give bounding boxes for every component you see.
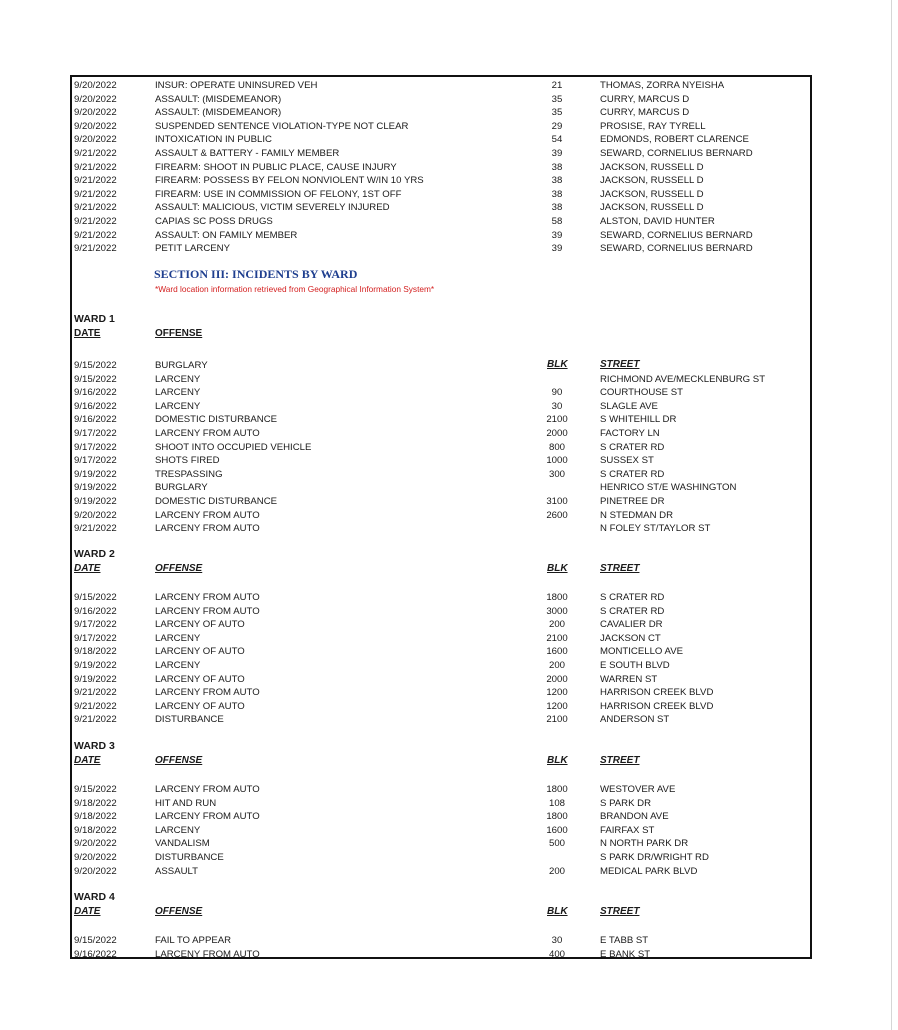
incident-date: 9/17/2022 bbox=[74, 619, 117, 631]
incident-street: N NORTH PARK DR bbox=[600, 838, 689, 850]
arrest-name: THOMAS, ZORRA NYEISHA bbox=[600, 80, 725, 91]
incident-street: WARREN ST bbox=[600, 673, 658, 685]
incident-offense: LARCENY FROM AUTO bbox=[155, 687, 260, 699]
incident-offense: LARCENY OF AUTO bbox=[155, 700, 245, 712]
incident-date: 9/21/2022 bbox=[74, 700, 117, 712]
arrest-name: EDMONDS, ROBERT CLARENCE bbox=[600, 134, 749, 146]
arrest-name: SEWARD, CORNELIUS BERNARD bbox=[600, 243, 753, 255]
report-table bbox=[70, 75, 812, 959]
incident-offense: ASSAULT bbox=[155, 865, 199, 877]
incident-street: FAIRFAX ST bbox=[600, 824, 655, 836]
column-header-blk: BLK bbox=[547, 359, 568, 370]
incident-offense: LARCENY OF AUTO bbox=[155, 646, 245, 658]
arrest-offense: ASSAULT: (MISDEMEANOR) bbox=[155, 107, 282, 119]
arrest-age: 38 bbox=[551, 202, 563, 214]
incident-street: S CRATER RD bbox=[600, 592, 665, 603]
ward-heading: WARD 2 bbox=[74, 548, 115, 560]
incident-offense: LARCENY bbox=[155, 632, 201, 644]
incident-block: 1600 bbox=[546, 646, 568, 658]
arrest-date: 9/20/2022 bbox=[74, 107, 117, 119]
incident-street: FACTORY LN bbox=[600, 428, 660, 439]
incident-row bbox=[72, 359, 810, 372]
incident-offense: DOMESTIC DISTURBANCE bbox=[155, 496, 278, 507]
incident-row bbox=[72, 797, 810, 810]
incident-offense: LARCENY OF AUTO bbox=[155, 619, 245, 631]
incident-block: 400 bbox=[548, 948, 565, 960]
arrest-name: SEWARD, CORNELIUS BERNARD bbox=[600, 229, 753, 241]
arrest-age: 35 bbox=[551, 107, 563, 119]
incident-row bbox=[72, 810, 810, 823]
arrest-age: 38 bbox=[551, 175, 563, 187]
incident-street: N FOLEY ST/TAYLOR ST bbox=[600, 523, 711, 535]
incident-offense: SHOTS FIRED bbox=[155, 455, 220, 467]
arrest-age: 21 bbox=[551, 80, 563, 91]
incident-block: 1000 bbox=[546, 455, 568, 467]
arrest-date: 9/20/2022 bbox=[74, 120, 117, 132]
incident-date: 9/15/2022 bbox=[74, 360, 117, 371]
incident-date: 9/18/2022 bbox=[74, 824, 117, 836]
incident-offense: LARCENY bbox=[155, 373, 201, 385]
incident-row bbox=[72, 837, 810, 850]
incident-street: S PARK DR bbox=[600, 797, 651, 809]
arrest-row bbox=[72, 229, 810, 242]
incident-street: MEDICAL PARK BLVD bbox=[600, 865, 698, 877]
incident-offense: HIT AND RUN bbox=[155, 797, 217, 809]
incident-row bbox=[72, 824, 810, 837]
arrest-date: 9/20/2022 bbox=[74, 93, 117, 105]
incident-block: 200 bbox=[548, 619, 565, 631]
incident-offense: LARCENY OF AUTO bbox=[155, 673, 245, 685]
arrest-row bbox=[72, 215, 810, 228]
incident-street: S CRATER RD bbox=[600, 605, 665, 617]
ward-heading: WARD 4 bbox=[74, 891, 115, 903]
incident-block: 1200 bbox=[546, 700, 568, 712]
incident-block: 30 bbox=[551, 400, 563, 412]
incident-row bbox=[72, 632, 810, 645]
incident-street: SLAGLE AVE bbox=[600, 400, 658, 412]
incident-date: 9/18/2022 bbox=[74, 811, 117, 823]
arrest-offense: ASSAULT: MALICIOUS, VICTIM SEVERELY INJURED bbox=[155, 202, 390, 214]
arrest-date: 9/21/2022 bbox=[74, 243, 117, 255]
arrest-name: JACKSON, RUSSELL D bbox=[600, 161, 704, 173]
incident-date: 9/16/2022 bbox=[74, 414, 117, 426]
incident-row bbox=[72, 495, 810, 508]
incident-date: 9/21/2022 bbox=[74, 523, 117, 535]
arrest-date: 9/21/2022 bbox=[74, 188, 117, 200]
incident-offense: LARCENY bbox=[155, 824, 201, 836]
column-header-date: DATE bbox=[74, 755, 101, 766]
arrest-age: 39 bbox=[551, 229, 563, 241]
incident-date: 9/19/2022 bbox=[74, 673, 117, 685]
section-note: *Ward location information retrieved from Geographical Information System* bbox=[155, 284, 435, 294]
incident-row bbox=[72, 413, 810, 426]
incident-offense: LARCENY FROM AUTO bbox=[155, 605, 260, 617]
column-header-offense: OFFENSE bbox=[155, 563, 203, 574]
ward-heading: WARD 3 bbox=[74, 740, 115, 752]
arrest-offense: CAPIAS SC POSS DRUGS bbox=[155, 216, 273, 227]
incident-offense: LARCENY FROM AUTO bbox=[155, 428, 260, 439]
incident-date: 9/21/2022 bbox=[74, 714, 117, 726]
arrest-offense: FIREARM: POSSESS BY FELON NONVIOLENT W/IN 10 YRS bbox=[155, 175, 424, 187]
arrest-row bbox=[72, 79, 810, 92]
incident-row bbox=[72, 934, 810, 947]
arrest-offense: FIREARM: USE IN COMMISSION OF FELONY, 1ST OFF bbox=[155, 188, 402, 200]
arrest-date: 9/21/2022 bbox=[74, 229, 117, 241]
arrest-name: ALSTON, DAVID HUNTER bbox=[600, 216, 715, 227]
incident-row bbox=[72, 468, 810, 481]
incident-row bbox=[72, 659, 810, 672]
incident-offense: LARCENY FROM AUTO bbox=[155, 523, 260, 535]
incident-street: HARRISON CREEK BLVD bbox=[600, 700, 714, 712]
column-header-street: STREET bbox=[600, 563, 640, 574]
incident-row bbox=[72, 948, 810, 961]
incident-block: 800 bbox=[548, 441, 565, 453]
arrest-date: 9/21/2022 bbox=[74, 161, 117, 173]
column-header-street: STREET bbox=[600, 906, 640, 917]
incident-row bbox=[72, 441, 810, 454]
arrest-row bbox=[72, 161, 810, 174]
arrest-name: JACKSON, RUSSELL D bbox=[600, 188, 704, 200]
arrest-name: JACKSON, RUSSELL D bbox=[600, 175, 704, 187]
incident-date: 9/17/2022 bbox=[74, 632, 117, 644]
incident-offense: DISTURBANCE bbox=[155, 714, 224, 726]
incident-offense: LARCENY FROM AUTO bbox=[155, 509, 260, 521]
incident-date: 9/16/2022 bbox=[74, 400, 117, 412]
arrest-row bbox=[72, 174, 810, 187]
incident-row bbox=[72, 373, 810, 386]
column-header-blk: BLK bbox=[547, 755, 568, 766]
incident-offense: DISTURBANCE bbox=[155, 852, 224, 863]
incident-date: 9/21/2022 bbox=[74, 687, 117, 699]
arrest-offense: INSUR: OPERATE UNINSURED VEH bbox=[155, 80, 318, 91]
arrest-age: 29 bbox=[551, 120, 563, 132]
incident-street: S CRATER RD bbox=[600, 441, 665, 453]
arrest-offense: FIREARM: SHOOT IN PUBLIC PLACE, CAUSE INJURY bbox=[155, 161, 397, 173]
arrest-row bbox=[72, 106, 810, 119]
incident-block: 500 bbox=[548, 838, 565, 850]
incident-row bbox=[72, 427, 810, 440]
arrest-row bbox=[72, 147, 810, 160]
incident-block: 3000 bbox=[546, 605, 568, 617]
arrest-age: 38 bbox=[551, 161, 563, 173]
incident-row bbox=[72, 618, 810, 631]
arrest-row bbox=[72, 201, 810, 214]
arrest-row bbox=[72, 133, 810, 146]
incident-offense: TRESPASSING bbox=[155, 468, 223, 480]
arrest-row bbox=[72, 93, 810, 106]
arrest-date: 9/20/2022 bbox=[74, 134, 117, 146]
arrest-name: CURRY, MARCUS D bbox=[600, 93, 690, 105]
incident-street: WESTOVER AVE bbox=[600, 784, 676, 795]
arrest-offense: ASSAULT & BATTERY - FAMILY MEMBER bbox=[155, 148, 340, 159]
incident-date: 9/20/2022 bbox=[74, 838, 117, 850]
incident-offense: FAIL TO APPEAR bbox=[155, 935, 232, 946]
incident-date: 9/18/2022 bbox=[74, 646, 117, 658]
incident-block: 2000 bbox=[546, 673, 568, 685]
column-header-blk: BLK bbox=[547, 563, 568, 574]
incident-block: 2100 bbox=[546, 414, 568, 426]
incident-offense: LARCENY FROM AUTO bbox=[155, 592, 260, 603]
arrest-date: 9/21/2022 bbox=[74, 175, 117, 187]
incident-block: 30 bbox=[551, 935, 563, 946]
incident-offense: BURGLARY bbox=[155, 482, 208, 494]
incident-block: 300 bbox=[548, 468, 565, 480]
incident-block: 1800 bbox=[546, 811, 568, 823]
incident-row bbox=[72, 591, 810, 604]
incident-street: E SOUTH BLVD bbox=[600, 660, 670, 671]
incident-row bbox=[72, 673, 810, 686]
incident-date: 9/16/2022 bbox=[74, 605, 117, 617]
arrest-age: 39 bbox=[551, 148, 563, 159]
incident-row bbox=[72, 481, 810, 494]
incident-street: MONTICELLO AVE bbox=[600, 646, 683, 658]
incident-row bbox=[72, 783, 810, 796]
incident-street: BRANDON AVE bbox=[600, 811, 669, 823]
incident-row bbox=[72, 386, 810, 399]
column-header-date: DATE bbox=[74, 563, 101, 574]
arrest-row bbox=[72, 120, 810, 133]
arrest-offense: ASSAULT: (MISDEMEANOR) bbox=[155, 93, 282, 105]
incident-date: 9/20/2022 bbox=[74, 852, 117, 863]
incident-street: JACKSON CT bbox=[600, 632, 661, 644]
arrest-row bbox=[72, 188, 810, 201]
incident-street: S WHITEHILL DR bbox=[600, 414, 677, 426]
incident-date: 9/19/2022 bbox=[74, 468, 117, 480]
arrest-date: 9/21/2022 bbox=[74, 148, 117, 159]
incident-offense: LARCENY FROM AUTO bbox=[155, 948, 260, 960]
arrest-date: 9/21/2022 bbox=[74, 216, 117, 227]
incident-offense: LARCENY FROM AUTO bbox=[155, 784, 260, 795]
incident-row bbox=[72, 645, 810, 658]
incident-street: SUSSEX ST bbox=[600, 455, 654, 467]
incident-date: 9/17/2022 bbox=[74, 455, 117, 467]
incident-block: 1800 bbox=[546, 784, 568, 795]
incident-block: 3100 bbox=[546, 496, 568, 507]
incident-offense: VANDALISM bbox=[155, 838, 210, 850]
arrest-offense: PETIT LARCENY bbox=[155, 243, 230, 255]
incident-block: 200 bbox=[548, 865, 565, 877]
incident-block: 2000 bbox=[546, 428, 568, 439]
arrest-age: 58 bbox=[551, 216, 563, 227]
incident-street: E TABB ST bbox=[600, 935, 649, 946]
incident-street: COURTHOUSE ST bbox=[600, 387, 683, 399]
incident-date: 9/19/2022 bbox=[74, 496, 117, 507]
incident-row bbox=[72, 865, 810, 878]
arrest-date: 9/21/2022 bbox=[74, 202, 117, 214]
incident-row bbox=[72, 700, 810, 713]
incident-street: ANDERSON ST bbox=[600, 714, 670, 726]
arrest-date: 9/20/2022 bbox=[74, 80, 117, 91]
incident-block: 200 bbox=[548, 660, 565, 671]
incident-block: 90 bbox=[551, 387, 563, 399]
incident-date: 9/16/2022 bbox=[74, 948, 117, 960]
arrest-offense: SUSPENDED SENTENCE VIOLATION-TYPE NOT CLEAR bbox=[155, 120, 409, 132]
incident-row bbox=[72, 605, 810, 618]
arrest-name: CURRY, MARCUS D bbox=[600, 107, 690, 119]
incident-date: 9/15/2022 bbox=[74, 592, 117, 603]
incident-row bbox=[72, 713, 810, 726]
column-header-street: STREET bbox=[600, 359, 640, 370]
incident-block: 1600 bbox=[546, 824, 568, 836]
arrest-age: 38 bbox=[551, 188, 563, 200]
column-header-offense: OFFENSE bbox=[155, 328, 203, 339]
arrest-name: SEWARD, CORNELIUS BERNARD bbox=[600, 148, 753, 159]
incident-row bbox=[72, 522, 810, 535]
incident-block: 2100 bbox=[546, 632, 568, 644]
incident-block: 1800 bbox=[546, 592, 568, 603]
incident-block: 2600 bbox=[546, 509, 568, 521]
column-header-date: DATE bbox=[74, 328, 101, 339]
section-title: SECTION III: INCIDENTS BY WARD bbox=[154, 267, 358, 281]
incident-street: HENRICO ST/E WASHINGTON bbox=[600, 482, 737, 494]
arrest-age: 54 bbox=[551, 134, 563, 146]
page-edge bbox=[891, 0, 892, 1030]
incident-date: 9/15/2022 bbox=[74, 935, 117, 946]
incident-offense: LARCENY bbox=[155, 387, 201, 399]
incident-block: 1200 bbox=[546, 687, 568, 699]
incident-row bbox=[72, 686, 810, 699]
incident-offense: LARCENY FROM AUTO bbox=[155, 811, 260, 823]
ward-heading: WARD 1 bbox=[74, 313, 115, 325]
incident-block: 108 bbox=[548, 797, 565, 809]
incident-date: 9/17/2022 bbox=[74, 428, 117, 439]
incident-street: HARRISON CREEK BLVD bbox=[600, 687, 714, 699]
incident-date: 9/16/2022 bbox=[74, 387, 117, 399]
arrest-age: 35 bbox=[551, 93, 563, 105]
incident-street: N STEDMAN DR bbox=[600, 509, 674, 521]
incident-street: E BANK ST bbox=[600, 948, 651, 960]
incident-street: RICHMOND AVE/MECKLENBURG ST bbox=[600, 373, 766, 385]
arrest-offense: ASSAULT: ON FAMILY MEMBER bbox=[155, 229, 298, 241]
column-header-street: STREET bbox=[600, 755, 640, 766]
incident-offense: LARCENY bbox=[155, 660, 201, 671]
incident-date: 9/20/2022 bbox=[74, 509, 117, 521]
arrest-row bbox=[72, 242, 810, 255]
incident-row bbox=[72, 454, 810, 467]
incident-date: 9/18/2022 bbox=[74, 797, 117, 809]
incident-street: S CRATER RD bbox=[600, 468, 665, 480]
incident-row bbox=[72, 400, 810, 413]
column-header-offense: OFFENSE bbox=[155, 906, 203, 917]
arrest-name: JACKSON, RUSSELL D bbox=[600, 202, 704, 214]
column-header-blk: BLK bbox=[547, 906, 568, 917]
incident-date: 9/20/2022 bbox=[74, 865, 117, 877]
incident-date: 9/19/2022 bbox=[74, 660, 117, 671]
incident-street: PINETREE DR bbox=[600, 496, 665, 507]
column-header-offense: OFFENSE bbox=[155, 755, 203, 766]
arrest-offense: INTOXICATION IN PUBLIC bbox=[155, 134, 272, 146]
incident-date: 9/19/2022 bbox=[74, 482, 117, 494]
incident-row bbox=[72, 509, 810, 522]
arrest-age: 39 bbox=[551, 243, 563, 255]
column-header-date: DATE bbox=[74, 906, 101, 917]
incident-date: 9/15/2022 bbox=[74, 784, 117, 795]
incident-offense: BURGLARY bbox=[155, 360, 208, 371]
incident-street: CAVALIER DR bbox=[600, 619, 663, 631]
incident-block: 2100 bbox=[546, 714, 568, 726]
incident-row bbox=[72, 851, 810, 864]
incident-date: 9/17/2022 bbox=[74, 441, 117, 453]
incident-offense: DOMESTIC DISTURBANCE bbox=[155, 414, 278, 426]
incident-offense: LARCENY bbox=[155, 400, 201, 412]
incident-date: 9/15/2022 bbox=[74, 373, 117, 385]
arrest-name: PROSISE, RAY TYRELL bbox=[600, 120, 706, 132]
incident-street: S PARK DR/WRIGHT RD bbox=[600, 852, 709, 863]
incident-offense: SHOOT INTO OCCUPIED VEHICLE bbox=[155, 441, 312, 453]
